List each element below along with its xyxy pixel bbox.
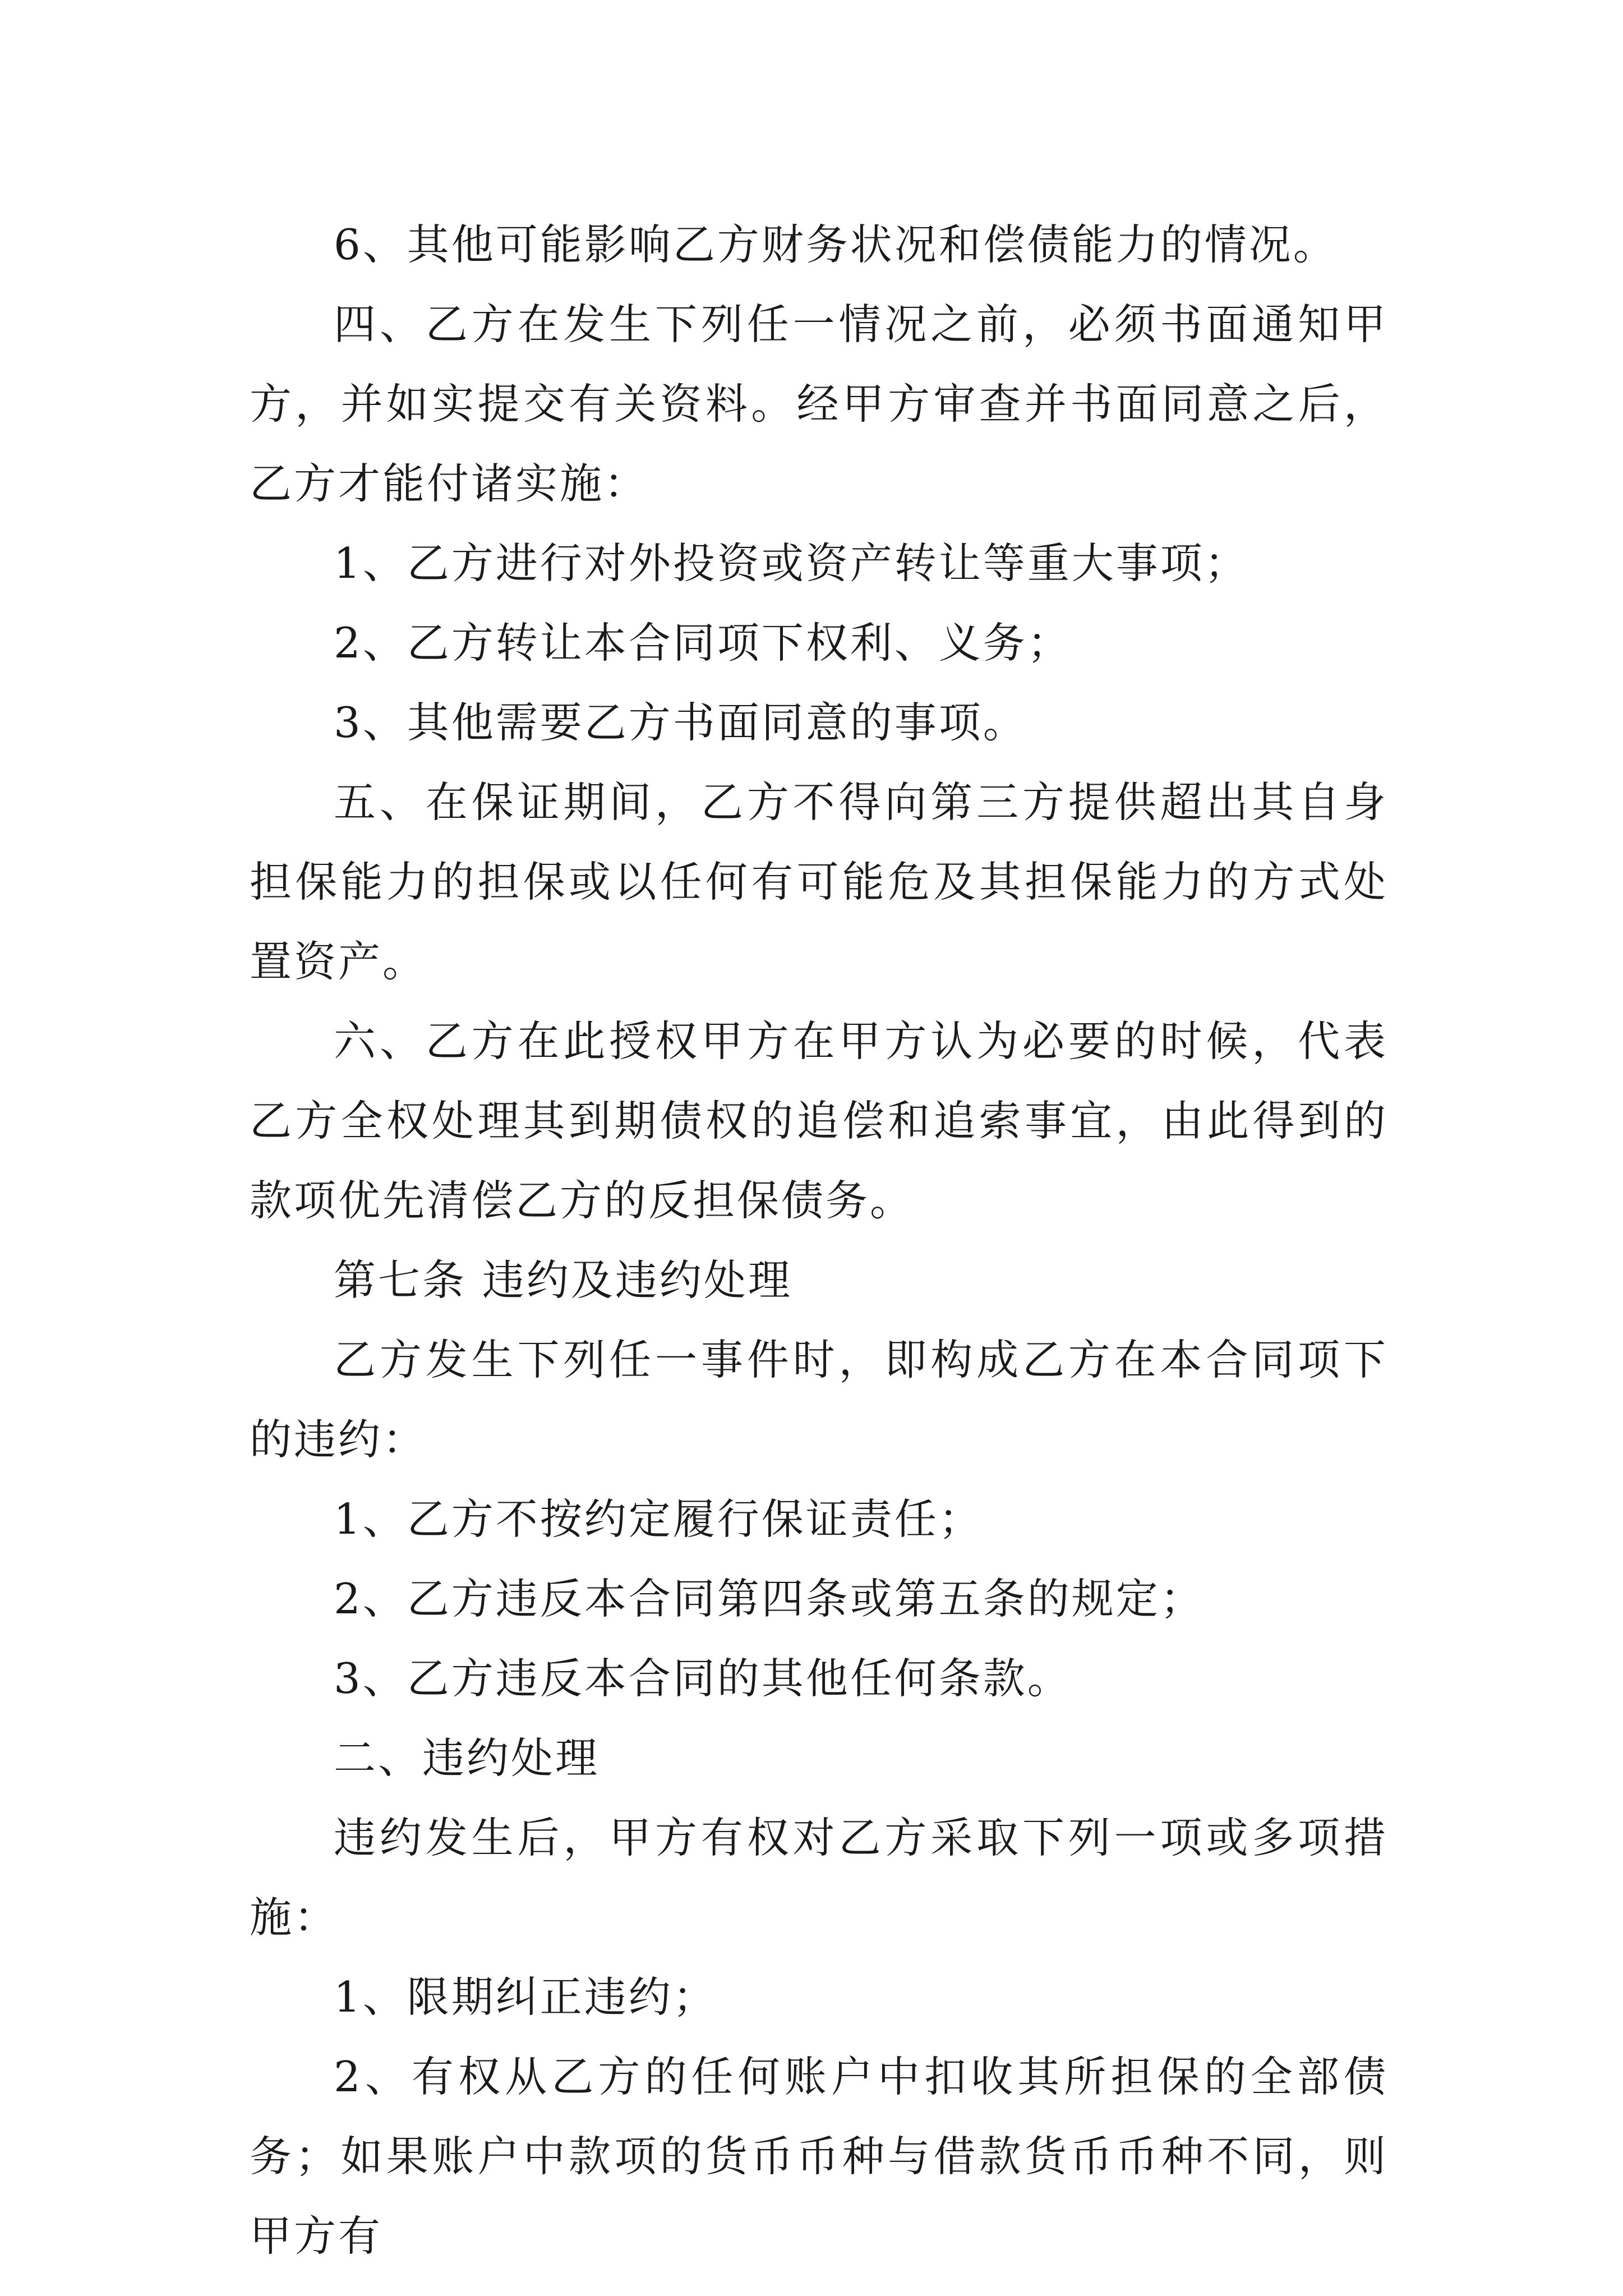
document-body: [250, 205, 1388, 2276]
paragraph: 1、乙方不按约定履行保证责任；: [334, 1494, 983, 1544]
paragraph: 乙方发生下列任一事件时，即构成乙方在本合同项下的违约：: [250, 1335, 1388, 1464]
paragraph: 五、在保证期间，乙方不得向第三方提供超出其自身担保能力的担保或以任何有可能危及其担保能力的方式处置资产。: [250, 777, 1388, 986]
paragraph: 1、乙方进行对外投资或资产转让等重大事项；: [334, 539, 1249, 588]
paragraph: 6、其他可能影响乙方财务状况和偿债能力的情况。: [334, 220, 1338, 269]
paragraph: 3、乙方违反本合同的其他任何条款。: [334, 1654, 1072, 1703]
section-heading: 二、违约处理: [334, 1733, 600, 1783]
paragraph: 2、乙方转让本合同项下权利、义务；: [334, 618, 1072, 668]
paragraph: 3、其他需要乙方书面同意的事项。: [334, 698, 1027, 747]
paragraph: 2、乙方违反本合同第四条或第五条的规定；: [334, 1574, 1205, 1623]
paragraph: 2、有权从乙方的任何账户中扣收其所担保的全部债务；如果账户中款项的货币币种与借款货币币种不同，则甲方有: [250, 2052, 1388, 2261]
paragraph: 四、乙方在发生下列任一情况之前，必须书面通知甲方，并如实提交有关资料。经甲方审查并书面同意之后，乙方才能付诸实施：: [250, 300, 1388, 508]
paragraph: 六、乙方在此授权甲方在甲方认为必要的时候，代表乙方全权处理其到期债权的追偿和追索事宜，由此得到的款项优先清偿乙方的反担保债务。: [250, 1016, 1388, 1225]
paragraph: 1、限期纠正违约；: [334, 1972, 717, 2022]
paragraph: 违约发生后，甲方有权对乙方采取下列一项或多项措施：: [250, 1813, 1388, 1942]
section-heading: 第七条 违约及违约处理: [334, 1255, 792, 1305]
